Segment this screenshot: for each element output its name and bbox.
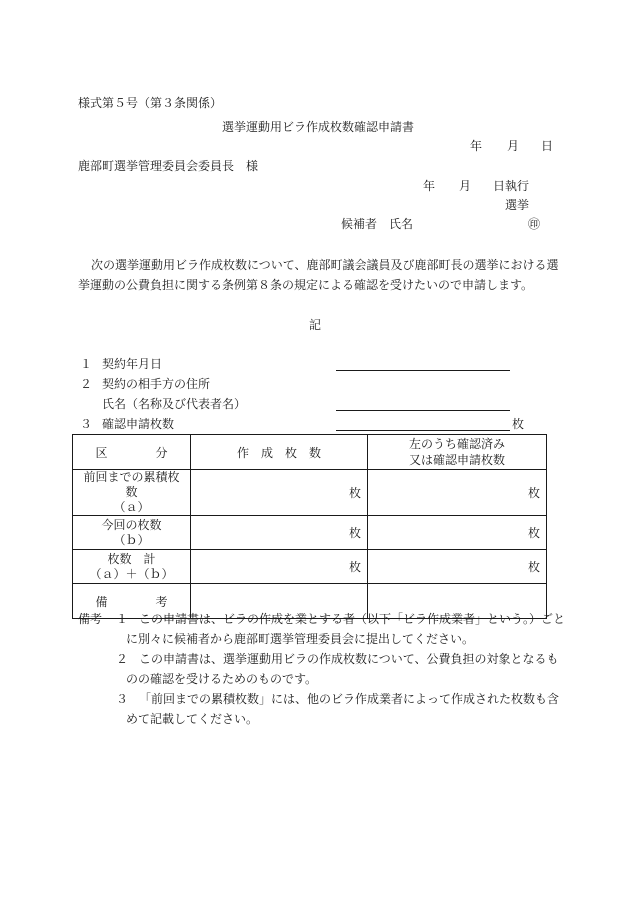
candidate-name-label: 候補者 氏名	[341, 217, 414, 231]
date-day-label: 日	[541, 139, 554, 153]
note-number: ３	[116, 692, 129, 706]
election-month-label: 月	[459, 179, 472, 193]
row-label-line2: （ｂ）	[113, 532, 150, 547]
form-number: 様式第５号（第３条関係）	[78, 96, 223, 110]
row-label-line1: 枚数 計	[107, 551, 156, 566]
item-contractor-name-label: 氏名（名称及び代表者名）	[102, 397, 247, 411]
note-2-line2: のの確認を受けるためのものです。	[126, 672, 318, 686]
produced-count-cell[interactable]: 枚	[191, 516, 368, 550]
election-label: 選挙	[505, 198, 530, 212]
row-label	[73, 470, 191, 516]
row-label-line2: （ａ）＋（ｂ）	[89, 566, 174, 581]
row-label-line1: 前回までの累積枚数	[83, 470, 180, 499]
table-row	[73, 516, 547, 550]
requested-count-line	[336, 430, 510, 431]
table-row	[73, 550, 547, 584]
note-2-line1: この申請書は、選挙運動用ビラの作成枚数について、公費負担の対象となるも	[139, 652, 559, 666]
contract-date-line	[336, 370, 510, 371]
note-number: １	[116, 612, 129, 626]
header-category: 区 分	[73, 435, 191, 470]
item-number: ２	[80, 377, 93, 391]
requested-count-unit: 枚	[512, 417, 525, 431]
confirmed-count-cell[interactable]: 枚	[368, 470, 547, 516]
table-row	[73, 470, 547, 516]
row-label-line1: 今回の枚数	[101, 517, 162, 532]
row-label-line2: （ａ）	[113, 500, 150, 514]
header-produced-count: 作 成 枚 数	[191, 435, 368, 470]
note-3-line1: 「前回までの累積枚数」には、他のビラ作成業者によって作成された枚数も含	[139, 692, 560, 706]
produced-count-cell[interactable]: 枚	[191, 470, 368, 516]
date-month-label: 月	[507, 139, 520, 153]
item-number: １	[80, 357, 93, 371]
body-text-line2: 挙運動の公費負担に関する条例第８条の規定による確認を受けたいので申請します。	[78, 278, 534, 292]
item-requested-count-label: 確認申請枚数	[102, 417, 175, 431]
item-number: ３	[80, 417, 93, 431]
remarks-label: 備 考	[73, 584, 191, 619]
header-confirmed-line1: 左のうち確認済み	[408, 437, 505, 451]
contractor-name-line	[336, 410, 510, 411]
body-text-line1: 次の選挙運動用ビラ作成枚数について、鹿部町議会議員及び鹿部町長の選挙における選	[91, 258, 559, 272]
ki-heading: 記	[309, 318, 322, 332]
election-day-label: 日執行	[493, 179, 530, 193]
addressee: 鹿部町選挙管理委員会委員長 様	[78, 159, 259, 173]
row-label	[73, 516, 191, 550]
election-year-label: 年	[423, 179, 436, 193]
note-number: ２	[116, 652, 129, 666]
row-label	[73, 550, 191, 584]
note-1-line2: に別々に候補者から鹿部町選挙管理委員会に提出してください。	[126, 632, 475, 646]
notes-heading: 備考	[78, 612, 103, 626]
seal-mark: ㊞	[528, 217, 541, 231]
header-confirmed-line2: 又は確認申請枚数	[408, 453, 505, 467]
confirmed-count-cell[interactable]: 枚	[368, 550, 547, 584]
confirmed-count-cell[interactable]: 枚	[368, 516, 547, 550]
header-confirmed-count	[368, 435, 547, 470]
table-header-row	[73, 435, 547, 470]
date-year-label: 年	[470, 139, 483, 153]
count-table	[72, 434, 547, 619]
document-title: 選挙運動用ビラ作成枚数確認申請書	[222, 120, 415, 134]
item-contract-date-label: 契約年月日	[102, 357, 163, 371]
produced-count-cell[interactable]: 枚	[191, 550, 368, 584]
item-contractor-address-label: 契約の相手方の住所	[102, 377, 211, 391]
note-3-line2: めて記載してください。	[126, 712, 259, 726]
note-1-line1: この申請書は、ビラの作成を業とする者（以下「ビラ作成業者」という。）ごと	[139, 612, 566, 626]
